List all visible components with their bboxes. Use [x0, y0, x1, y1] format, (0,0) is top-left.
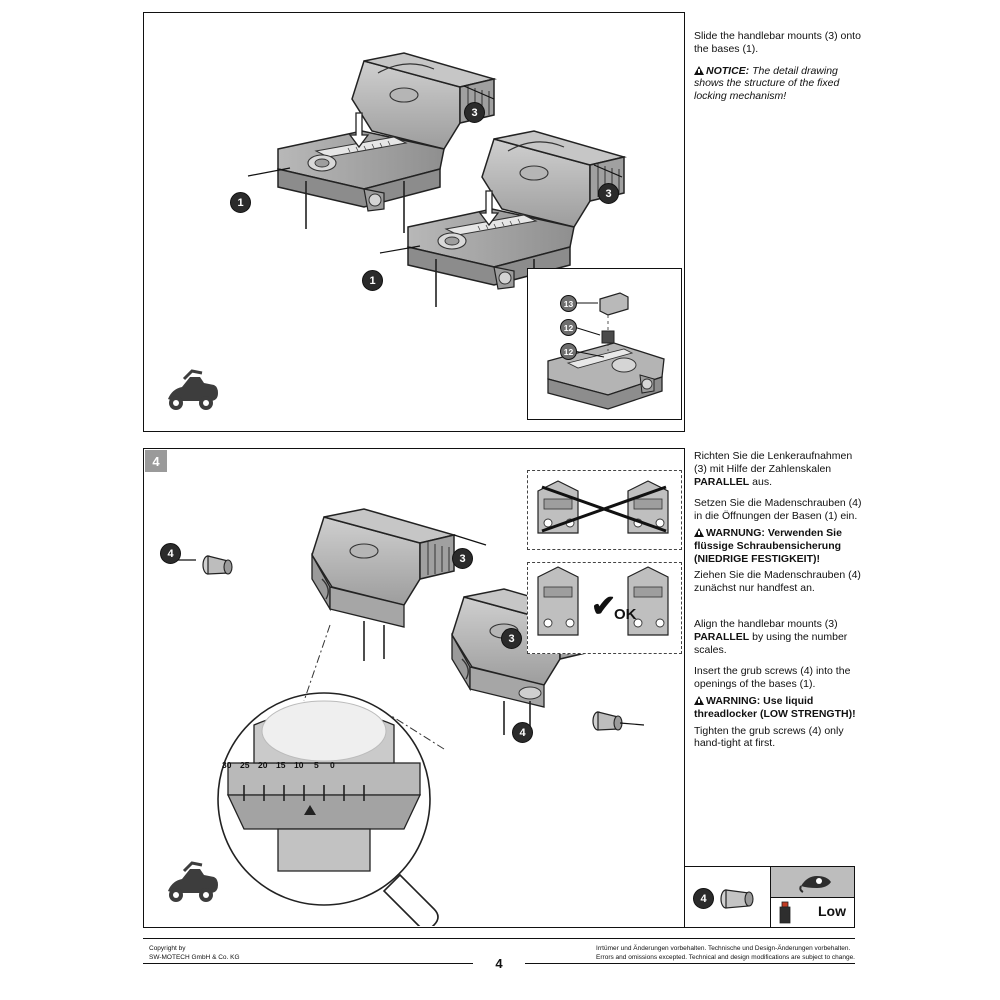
detail-inset-locking-mechanism — [527, 268, 682, 420]
ok-checkmark-icon: ✔ — [591, 590, 617, 623]
disclaimer-block — [596, 944, 855, 963]
tick-30: 30 — [222, 760, 232, 770]
threadlocker-strength-row — [771, 898, 854, 927]
callout-bubble-4c — [693, 888, 714, 909]
en-p1-bold: PARALLEL — [694, 630, 750, 643]
notice-body: The detail drawing shows the structure of the fixed locking mechanism! — [694, 64, 840, 103]
callout-bubble-3b — [598, 183, 619, 204]
top-instruction-paragraph: Slide the handlebar mounts (3) onto the bases (1). — [694, 30, 861, 55]
callout-label: 3 — [605, 187, 612, 200]
detail-callout-13 — [560, 295, 577, 312]
callout-bubble-3 — [464, 102, 485, 123]
de-warning — [694, 527, 862, 565]
warning-triangle-icon — [694, 528, 704, 537]
tick-25: 25 — [240, 760, 250, 770]
callout-bubble-1b — [362, 270, 383, 291]
de-warning-text: WARNUNG: Verwenden Sie flüssige Schraubensicherung (NIEDRIGE FESTIGKEIT)! — [694, 526, 842, 565]
step-number-label: 4 — [152, 453, 160, 469]
callout-label: 1 — [237, 196, 244, 209]
de-paragraph-2: Setzen Sie die Madenschrauben (4) in die Öffnungen der Basen (1) ein. — [694, 497, 862, 523]
copyright-block — [149, 944, 240, 963]
grub-screw-icon — [719, 887, 761, 911]
tick-15: 15 — [276, 760, 286, 770]
callout-bubble-4b — [512, 722, 533, 743]
callout-label: 4 — [167, 547, 174, 560]
threadlocker-header — [771, 867, 854, 898]
callout-label: 12 — [563, 322, 574, 333]
callout-label: 4 — [519, 726, 526, 739]
threadlocker-info-box — [684, 866, 855, 928]
notice-label: NOTICE: — [706, 64, 750, 77]
en-paragraph-1 — [694, 618, 862, 656]
tick-20: 20 — [258, 760, 268, 770]
locking-mechanism-detail-drawing — [528, 269, 680, 418]
callout-label: 12 — [563, 346, 574, 357]
threadlocker-strength-cell — [771, 867, 854, 927]
detail-callout-12a — [560, 319, 577, 336]
callout-label: 1 — [369, 274, 376, 287]
step-number-box — [145, 450, 167, 472]
en-warning-text: WARNING: Use liquid threadlocker (LOW STRENGTH)! — [694, 694, 856, 720]
de-p1-part-b: aus. — [749, 475, 772, 488]
hand-tighten-icon — [797, 870, 833, 894]
disclaimer-line-en: Errors and omissions excepted. Technical and design modifications are subject to change. — [596, 954, 855, 962]
threadlocker-strength-label: Low — [818, 903, 846, 919]
page-footer — [143, 938, 855, 971]
instruction-text-bottom — [694, 450, 862, 759]
top-notice-paragraph — [694, 65, 862, 103]
callout-label: 3 — [459, 552, 466, 565]
de-paragraph-3: Ziehen Sie die Madenschrauben (4) zunächst nur handfest an. — [694, 569, 861, 595]
incorrect-alignment-drawing — [528, 471, 680, 548]
page-number: 4 — [495, 956, 503, 971]
en-warning — [694, 695, 862, 721]
footer-rule-right — [525, 963, 855, 964]
warning-triangle-icon — [694, 66, 704, 75]
tick-0: 0 — [330, 760, 335, 770]
callout-label: 3 — [471, 106, 478, 119]
callout-label: 3 — [508, 632, 515, 645]
en-paragraph-3: Tighten the grub screws (4) only hand-tight at first. — [694, 724, 844, 750]
tick-10: 10 — [294, 760, 304, 770]
motorcycle-icon — [162, 365, 220, 413]
copyright-line-2: SW-MOTECH GmbH & Co. KG — [149, 954, 240, 962]
de-p1-part-a: Richten Sie die Lenkeraufnahmen (3) mit Hilfe der Zahlenskalen — [694, 450, 853, 475]
en-p1-part-a: Align the handlebar mounts (3) — [694, 617, 838, 630]
callout-label: 13 — [563, 298, 574, 309]
en-p1-part-b: by using the number scales. — [694, 630, 848, 656]
callout-bubble-1 — [230, 192, 251, 213]
callout-label: 4 — [700, 892, 707, 905]
instruction-text-top — [694, 30, 862, 112]
callout-bubble-3c — [452, 548, 473, 569]
warning-triangle-icon — [694, 696, 704, 705]
disclaimer-line-de: Irrtümer und Änderungen vorbehalten. Technische und Design-Änderungen vorbehalten. — [596, 945, 851, 952]
footer-rule-left — [143, 963, 473, 964]
callout-bubble-3d — [501, 628, 522, 649]
detail-callout-12b — [560, 343, 577, 360]
tick-5: 5 — [314, 760, 319, 770]
en-paragraph-2: Insert the grub screws (4) into the openings of the bases (1). — [694, 665, 851, 691]
threadlocker-bottle-icon — [777, 901, 793, 925]
de-p1-bold: PARALLEL — [694, 475, 750, 488]
motorcycle-icon — [162, 857, 220, 905]
incorrect-alignment-inset — [527, 470, 682, 550]
copyright-line-1: Copyright by — [149, 945, 186, 952]
de-paragraph-1 — [694, 450, 862, 488]
callout-bubble-4a — [160, 543, 181, 564]
tool-part-cell — [685, 867, 771, 927]
ok-label: OK — [614, 606, 637, 623]
